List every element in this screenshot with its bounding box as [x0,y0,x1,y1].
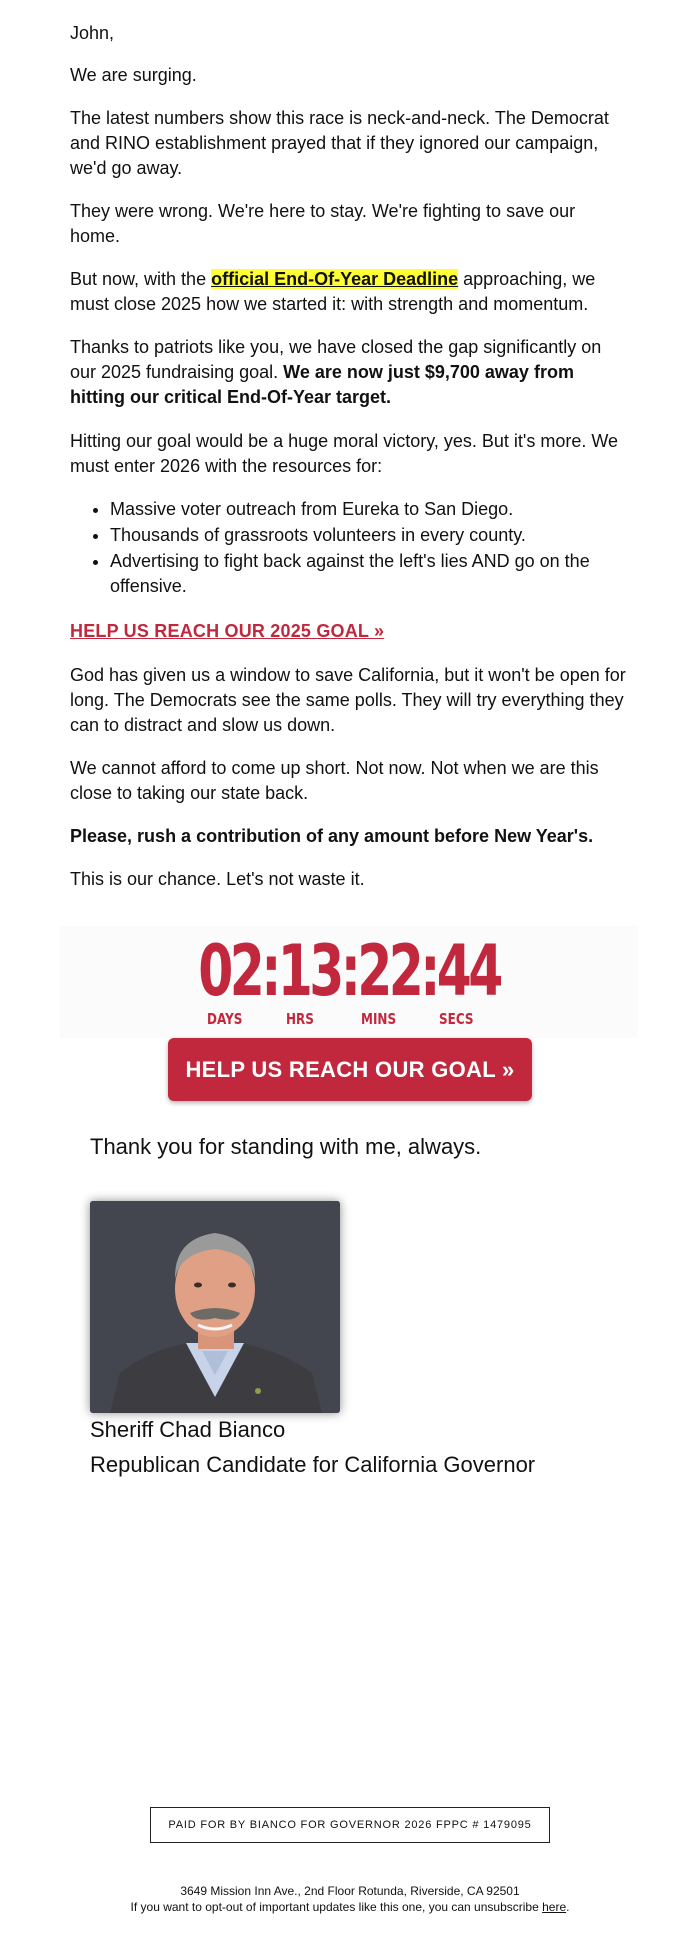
paragraph-deadline [70,267,630,317]
paragraph-fundraising-goal [70,335,630,410]
goal-text: Thanks to patriots like you, we have closed the gap significantly on our 2025 fundraising goal. [70,337,602,382]
countdown-label-hrs: HRS [286,1010,314,1028]
help-reach-goal-button[interactable]: HELP US REACH OUR GOAL » [168,1038,532,1101]
paragraph-come-up-short: We cannot afford to come up short. Not now. Not when we are this close to taking our state back. [70,758,599,803]
goal-bold-text: We are now just $9,700 away from hitting our critical End-Of-Year target. [70,362,574,407]
countdown-label-days: DAYS [207,1010,243,1028]
greeting: John, [70,23,115,43]
paragraph-were-wrong: They were wrong. We're here to stay. We're fighting to save our home. [70,201,576,246]
portrait-image [90,1201,340,1413]
paragraph-window: God has given us a window to save California, but it won't be open for long. The Democrats see the same polls. They will try everything they can to distract and slow us down. [70,665,626,735]
optout-end: . [566,1900,570,1914]
paragraph-surging: We are surging. [70,65,197,85]
countdown-digits: 02:13:22:44 [198,930,500,1012]
signature-title: Republican Candidate for California Governor [90,1452,536,1477]
footer-address: 3649 Mission Inn Ave., 2nd Floor Rotunda, Riverside, CA 92501 [180,1884,520,1898]
help-reach-goal-link[interactable]: HELP US REACH OUR 2025 GOAL » [70,621,385,641]
deadline-text-after: approaching, we must close 2025 how we started it: with strength and momentum. [70,269,596,314]
paragraph-rush-contribution: Please, rush a contribution of any amount before New Year's. [70,826,594,846]
paragraph-our-chance: This is our chance. Let's not waste it. [70,869,365,889]
list-item: • Thousands of grassroots volunteers in every county. [110,523,630,548]
optout-text: If you want to opt-out of important updates like this one, you can unsubscribe [130,1900,543,1914]
deadline-text-before: But now, with the [70,269,212,289]
list-item: • Massive voter outreach from Eureka to San Diego. [110,497,630,522]
unsubscribe-link[interactable]: here [542,1900,567,1914]
thank-you-text: Thank you for standing with me, always. [90,1134,482,1159]
footer-optout [0,1900,700,1914]
candidate-photo [90,1201,340,1413]
countdown-timer [60,926,638,1038]
signature-name: Sheriff Chad Bianco [90,1417,286,1442]
deadline-highlight: official End-Of-Year Deadline [211,269,459,289]
paid-for-disclaimer: PAID FOR BY BIANCO FOR GOVERNOR 2026 FPPC # 1479095 [150,1807,550,1843]
resources-list [70,497,630,600]
countdown-label-mins: MINS [361,1010,397,1028]
paragraph-moral-victory: Hitting our goal would be a huge moral victory, yes. But it's more. We must enter 2026 with the resources for: [70,431,619,476]
list-item: • Advertising to fight back against the left's lies AND go on the offensive. [110,549,630,599]
paragraph-neck-and-neck: The latest numbers show this race is neck-and-neck. The Democrat and RINO establishment prayed that if they ignored our campaign, we'd go away. [70,108,609,178]
countdown-label-secs: SECS [439,1010,474,1028]
